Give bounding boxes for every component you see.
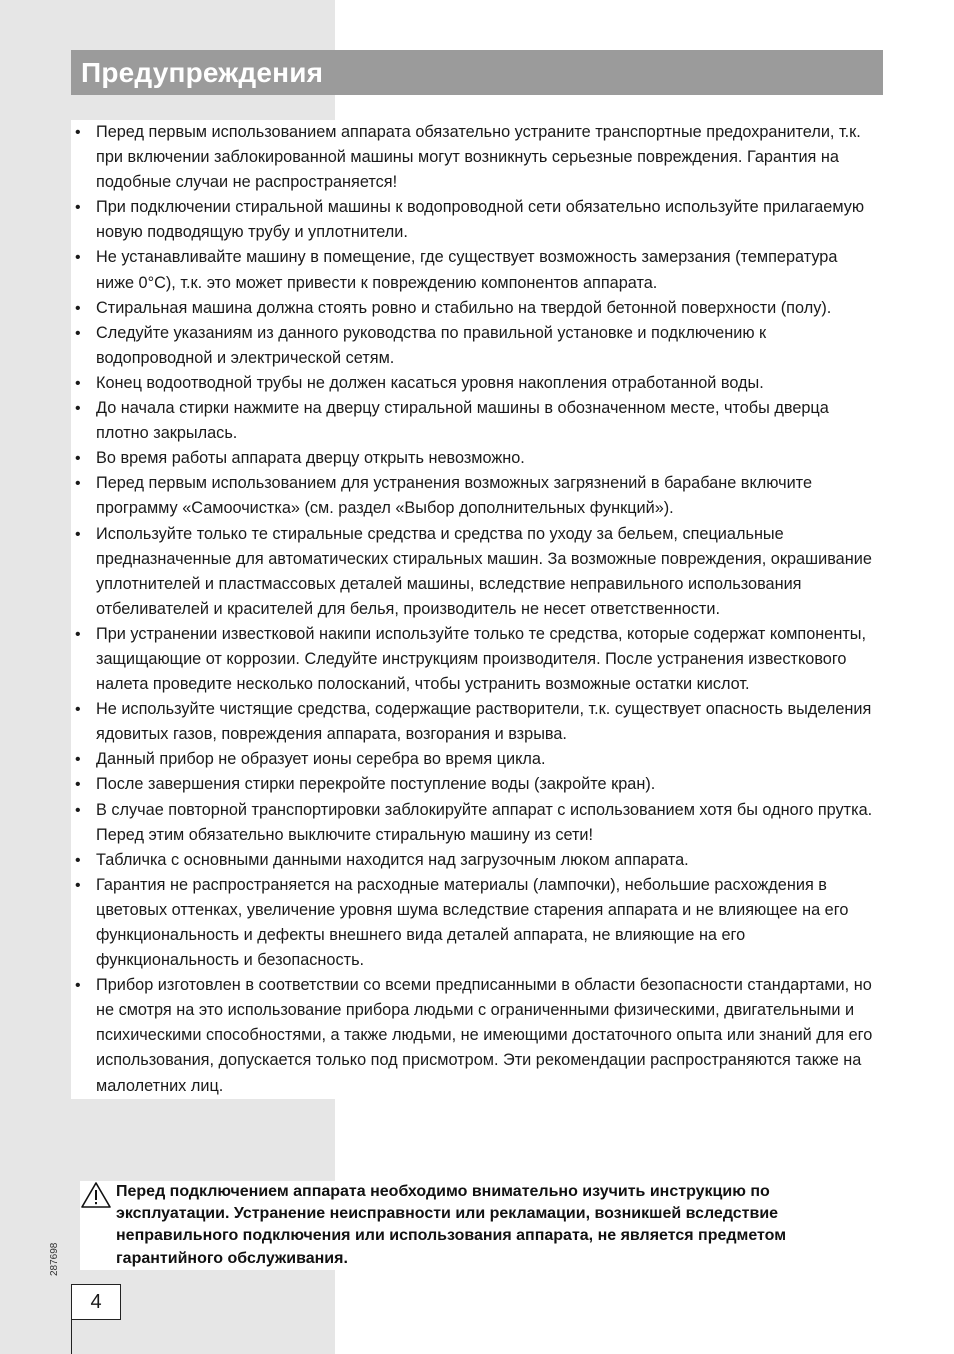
bullet-icon: • — [75, 525, 81, 543]
bullet-icon: • — [75, 450, 81, 468]
bullet-icon: • — [75, 299, 81, 317]
list-item — [71, 697, 883, 747]
bullet-icon: • — [75, 475, 81, 493]
list-item — [71, 321, 883, 371]
warning-text: Данный прибор не образует ионы серебра во время цикла. — [96, 750, 546, 769]
warning-text: Не устанавливайте машину в помещение, где существует возможность замерзания (температура ниже 0°C), т.к. это может привести к повреждению компонентов аппарата. — [96, 248, 838, 292]
list-item — [71, 848, 883, 873]
warning-text: Следуйте указаниям из данного руководства по правильной установке и подключению к водопроводной и электрической сетям. — [96, 323, 767, 367]
warning-text: Не используйте чистящие средства, содержащие растворители, т.к. существует опасность выделения ядовитых газов, повреждения аппарата, возгорания и взрыва. — [96, 700, 872, 744]
warning-text: При устранении известковой накипи используйте только те средства, которые содержат компоненты, защищающие от коррозии. Следуйте инструкциям производителя. После устранения известкового налета проведите несколько полосканий, чтобы устранить возможные остатки кислот. — [96, 624, 867, 694]
list-item — [71, 522, 883, 622]
bullet-icon: • — [75, 701, 81, 719]
list-item — [71, 747, 883, 772]
list-item — [71, 396, 883, 446]
list-item — [71, 120, 883, 195]
list-item — [71, 973, 883, 1098]
bullet-icon: • — [75, 977, 81, 995]
warning-text: Перед первым использованием аппарата обязательно устраните транспортные предохранители, т.к. при включении заблокированной машины могут возникнуть серьезные повреждения. Гарантия на подобные случаи не распространяется! — [96, 123, 861, 192]
warning-note — [80, 1181, 880, 1270]
list-item — [71, 296, 883, 321]
warning-text: До начала стирки нажмите на дверцу стиральной машины в обозначенном месте, чтобы дверца плотно закрылась. — [96, 399, 829, 443]
warning-text: Перед первым использованием для устранения возможных загрязнений в барабане включите программу «Самоочистка» (см. раздел «Выбор дополнительных функций»). — [96, 474, 813, 518]
warning-text: При подключении стиральной машины к водопроводной сети обязательно используйте прилагаемую новую подводящую трубу и уплотнители. — [96, 198, 865, 242]
bullet-icon: • — [75, 400, 81, 418]
list-item — [71, 195, 883, 245]
bullet-icon: • — [75, 124, 81, 141]
list-item — [71, 873, 883, 973]
list-item — [71, 371, 883, 396]
warning-triangle-icon — [80, 1181, 112, 1209]
list-item — [71, 446, 883, 471]
warnings-list — [71, 120, 883, 1099]
warning-text: Табличка с основными данными находится над загрузочным люком аппарата. — [96, 850, 689, 869]
bullet-icon: • — [75, 249, 81, 267]
warning-text: После завершения стирки перекройте поступление воды (закройте кран). — [96, 775, 656, 794]
bullet-icon: • — [75, 324, 81, 342]
warnings-section — [71, 120, 883, 1099]
bullet-icon: • — [75, 374, 81, 392]
title-bar — [71, 50, 883, 95]
list-item — [71, 772, 883, 797]
warning-text: Прибор изготовлен в соответствии со всеми предписанными в области безопасности стандартами, но не смотря на это использование прибора людьми с ограниченными физическими, двигательными и психическими способностями, а также людьми, не имеющими достаточного опыта или знаний для его использования, допускается только под присмотром. Эти рекомендации распространяются также на малолетних лиц. — [96, 976, 873, 1095]
bullet-icon: • — [75, 851, 81, 869]
warning-text: Используйте только те стиральные средства и средства по уходу за бельем, специальные предназначенные для автоматических стиральных машин. За возможные повреждения, окрашивание уплотнителей и пластмассовых деталей машины, вследствие неправильного использования отбеливателей и красителей для белья, производитель не несет ответственности. — [96, 524, 872, 618]
warning-text: Стиральная машина должна стоять ровно и стабильно на твердой бетонной поверхности (полу). — [96, 298, 832, 317]
bullet-icon: • — [75, 801, 81, 819]
warning-text: Конец водоотводной трубы не должен касаться уровня накопления отработанной воды. — [96, 373, 764, 392]
page-number: 4 — [71, 1284, 121, 1320]
warning-note-text: Перед подключением аппарата необходимо внимательно изучить инструкцию по эксплуатации. Устранение неисправности или рекламации, возникшей вследствие неправильного подключения или использования аппарата, не является предметом гарантийного обслуживания. — [116, 1183, 787, 1267]
bullet-icon: • — [75, 876, 81, 894]
bullet-icon: • — [75, 776, 81, 794]
bullet-icon: • — [75, 751, 81, 769]
page-number-line — [71, 1320, 72, 1354]
document-code: 287698 — [49, 1242, 60, 1276]
warning-text: Во время работы аппарата дверцу открыть невозможно. — [96, 449, 525, 468]
bullet-icon: • — [75, 625, 81, 643]
list-item — [71, 471, 883, 521]
list-item — [71, 622, 883, 697]
warning-text: Гарантия не распространяется на расходные материалы (лампочки), небольшие расхождения в цветовых оттенках, увеличение уровня шума вследствие старения аппарата и не влияющее на его функциональность и дефекты внешнего вида деталей аппарата, не влияющие на его функциональность и безопасность. — [96, 875, 849, 970]
list-item — [71, 798, 883, 848]
bullet-icon: • — [75, 199, 81, 217]
page-title: Предупреждения — [81, 56, 324, 88]
list-item — [71, 245, 883, 295]
warning-text: В случае повторной транспортировки заблокируйте аппарат с использованием хотя бы одного прутка. Перед этим обязательно выключите стиральную машину из сети! — [96, 800, 873, 844]
